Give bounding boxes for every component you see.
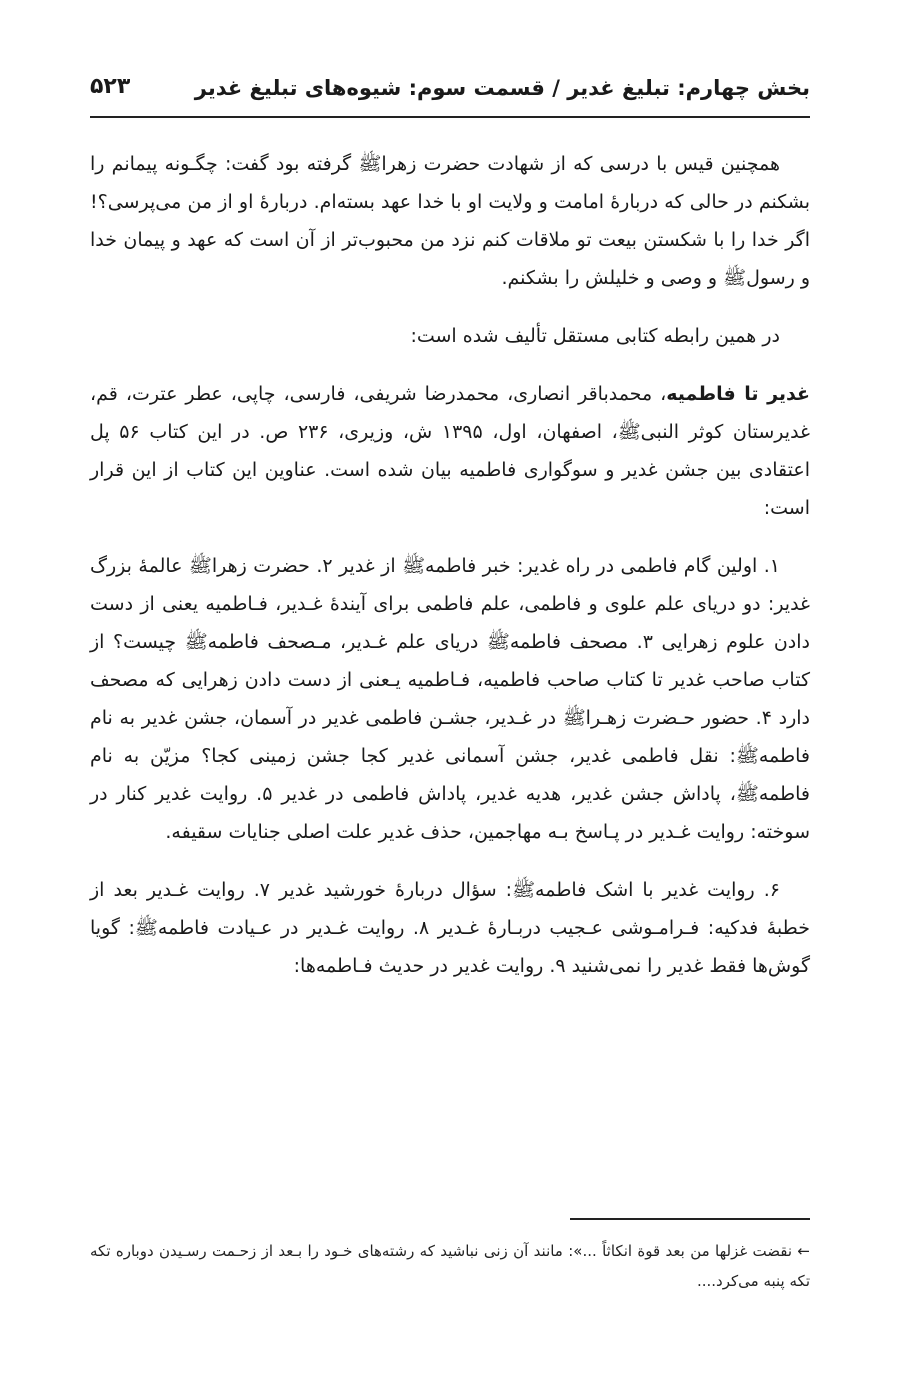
body-text: [90, 145, 810, 1005]
page-header: [90, 70, 810, 118]
paragraph-book-intro: در همین رابطه کتابی مستقل تألیف شده است:: [410, 325, 780, 347]
paragraph-contents-2: ۶. روایت غدیر با اشک فاطمهﷺ: سؤال دربارهٔ خورشید غدیر ۷. روایت غـدیر بعد از خطبهٔ فدکیه: فـرامـوشی عـجیب دربـارهٔ غـدیر ۸. روایت غـدیر در عـیادت فاطمهﷺ: گویا گوش‌ها فقط غدیر را نمی‌شنید ۹. روایت غدیر در حدیث فـاطمه‌ها:: [90, 879, 811, 977]
book-citation-details: ، محمدباقر انصاری، محمدرضا شریفی، فارسی، چاپی، عطر عترت، قم، غدیرستان کوثر النبیﷺ، اصفهان، اول، ۱۳۹۵ ش، وزیری، ۲۳۶ ص. در این کتاب ۵۶ پل اعتقادی بین جشن غدیر و سوگواری فاطمیه بیان شده است. عناوین این کتاب از این قرار است:: [90, 383, 810, 519]
book-title: غدیر تا فاطمیه: [666, 383, 810, 405]
footnote-divider: [570, 1218, 810, 1220]
paragraph-qays-quote: همچنین قیس با درسی که از شهادت حضرت زهراﷺ گرفته بود گفت: چگـونه پیمانم را بشکنم در حالی که دربارهٔ امامت و ولایت او با خدا عهد بسته‌ام. دربارهٔ او از من می‌پرسی؟! اگر خدا را با شکستن بیعت تو ملاقات کنم نزد من محبوب‌تر از آن است که عهد و پیمان خدا و رسولﷺ و وصی و خلیلش را بشکنم.: [90, 153, 810, 289]
running-title: بخش چهارم: تبلیغ غدیر / قسمت سوم: شیوه‌های تبلیغ غدیر: [194, 76, 810, 100]
page-number: ۵۲۳: [90, 74, 131, 99]
paragraph-book-citation: [90, 375, 810, 527]
paragraph-contents-1: ۱. اولین گام فاطمی در راه غدیر: خبر فاطمهﷺ از غدیر ۲. حضرت زهراﷺ عالمهٔ بزرگ غدیر: دو دریای علم علوی و فاطمی، علم فاطمی برای آیندهٔ غـدیر، فـاطمیه یعنی از دست دادن علوم زهرایی ۳. مصحف فاطمهﷺ دریای علم غـدیر، مـصحف فاطمهﷺ چیست؟ از کتاب صاحب غدیر تا کتاب صاحب فاطمیه، فـاطمیه یـعنی از دست دادن زهرایی که مصحف دارد ۴. حضور حـضرت زهـراﷺ در غـدیر، جشـن فاطمی غدیر در آسمان، جشن غدیر به نام فاطمهﷺ: نقل فاطمی غدیر، جشن آسمانی غدیر کجا جشن زمینی کجا؟ مزیّن به نام فاطمهﷺ، پاداش جشن غدیر، هدیه غدیر، پاداش فاطمی در غدیر ۵. روایت غدیر کنار در سوخته: روایت غـدیر در پـاسخ بـه مهاجمین، حذف غدیر علت اصلی جنایات سقیفه.: [90, 555, 810, 843]
footnote: ← نقضت غزلها من بعد قوة انکاثاً ...»: مانند آن زنی نباشید که رشته‌های خـود را بـعد از زحـمت رسـیدن دوباره تکه تکه پنبه می‌کرد....: [90, 1242, 810, 1290]
